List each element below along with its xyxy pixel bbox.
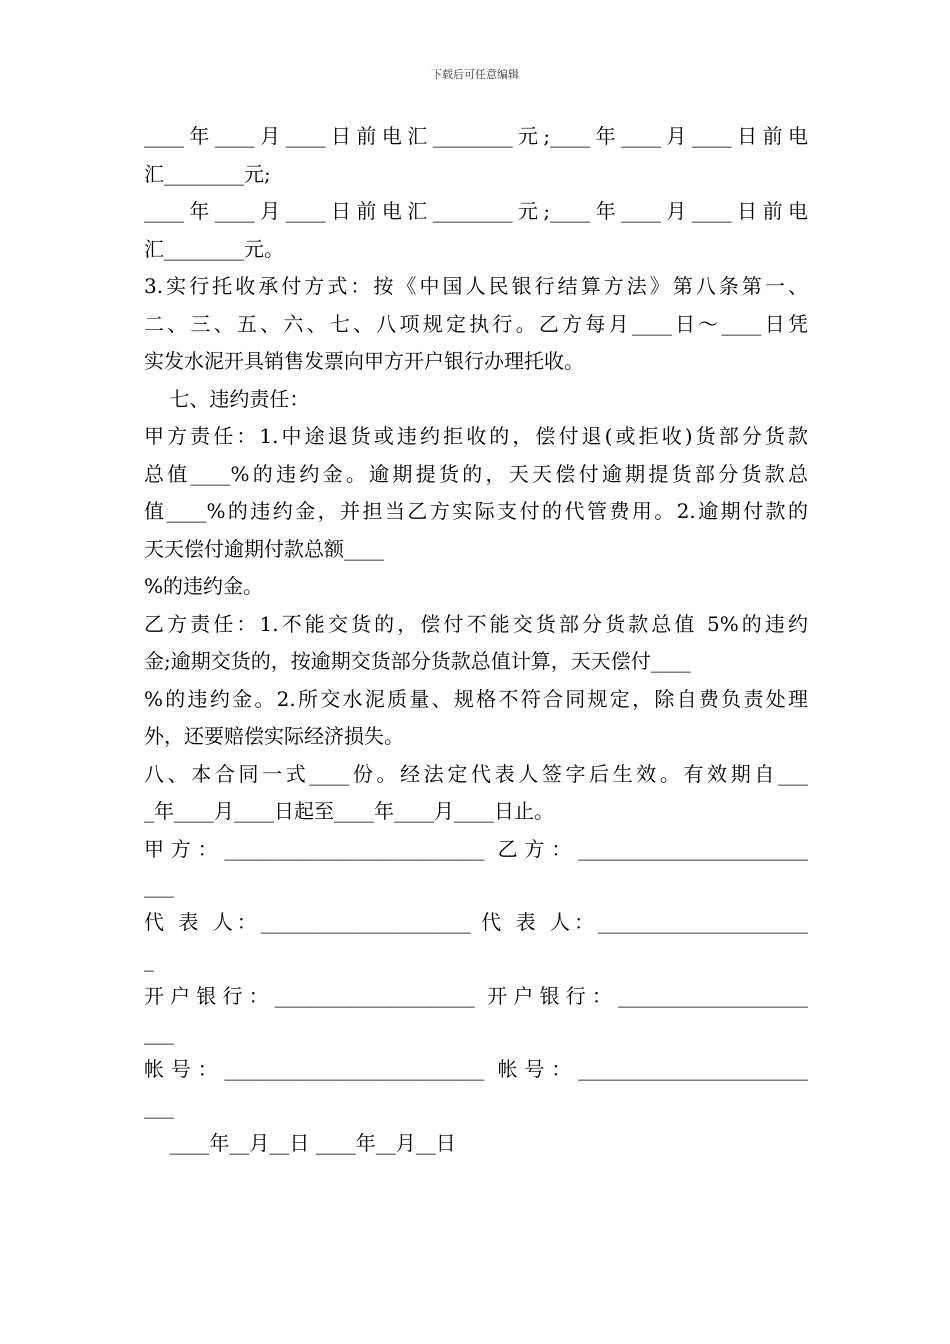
- account-line-cont: ___: [144, 1094, 174, 1119]
- body-line: 汇________元;: [144, 161, 271, 186]
- signature-party-line: 甲方：__________________________ 乙方：_______________________: [144, 836, 808, 861]
- signature-party-line-cont: ___: [144, 874, 174, 898]
- body-line: %的违约金。: [144, 574, 264, 598]
- body-line: 外，还要赔偿实际经济损失。: [144, 724, 404, 748]
- date-line: ____年__月__日 ____年__月__日: [144, 1130, 456, 1155]
- body-line: 甲方责任：1.中途退货或违约拒收的，偿付退(或拒收)货部分货款: [144, 424, 808, 448]
- account-line: 帐号：__________________________ 帐号：_______________________: [144, 1057, 808, 1081]
- body-line: 七、违约责任：: [144, 386, 310, 411]
- body-line: _年____月____日起至____年____月____日止。: [144, 799, 554, 823]
- body-line: 八、本合同一式____份。经法定代表人签字后生效。有效期自___: [144, 761, 808, 786]
- bank-line-cont: ___: [144, 1021, 174, 1045]
- body-line: 天天偿付逾期付款总额____: [144, 536, 384, 561]
- body-line: 金;逾期交货的，按逾期交货部分货款总值计算，天天偿付____: [144, 649, 691, 673]
- body-line: 汇________元。: [144, 236, 284, 261]
- body-line: 值____%的违约金，并担当乙方实际支付的代管费用。2.逾期付款的: [144, 499, 808, 523]
- body-line: %的违约金。2.所交水泥质量、规格不符合同规定，除自费负责处理: [144, 686, 808, 711]
- body-line: 乙方责任：1.不能交货的，偿付不能交货部分货款总值 5%的违约: [144, 611, 808, 636]
- representative-line-cont: _: [144, 947, 154, 972]
- body-line: 3.实行托收承付方式：按《中国人民银行结算方法》第八条第一、: [144, 274, 808, 298]
- representative-line: 代 表 人：_____________________ 代 表 人：_____________________: [144, 910, 808, 934]
- body-line: ____年____月____日前电汇________元;____年____月____日前电: [144, 199, 808, 223]
- page-header-note: 下载后可任意编辑: [431, 68, 519, 81]
- body-line: ____年____月____日前电汇________元;____年____月____日前电: [144, 124, 808, 148]
- bank-line: 开户银行：____________________ 开户银行：___________________: [144, 983, 808, 1008]
- body-line: 实发水泥开具销售发票向甲方开户银行办理托收。: [144, 349, 584, 373]
- document-body: [144, 118, 808, 1162]
- body-line: 总值____%的违约金。逾期提货的，天天偿付逾期提货部分货款总: [144, 461, 808, 486]
- body-line: 二、三、五、六、七、八项规定执行。乙方每月____日～____日凭: [144, 311, 808, 336]
